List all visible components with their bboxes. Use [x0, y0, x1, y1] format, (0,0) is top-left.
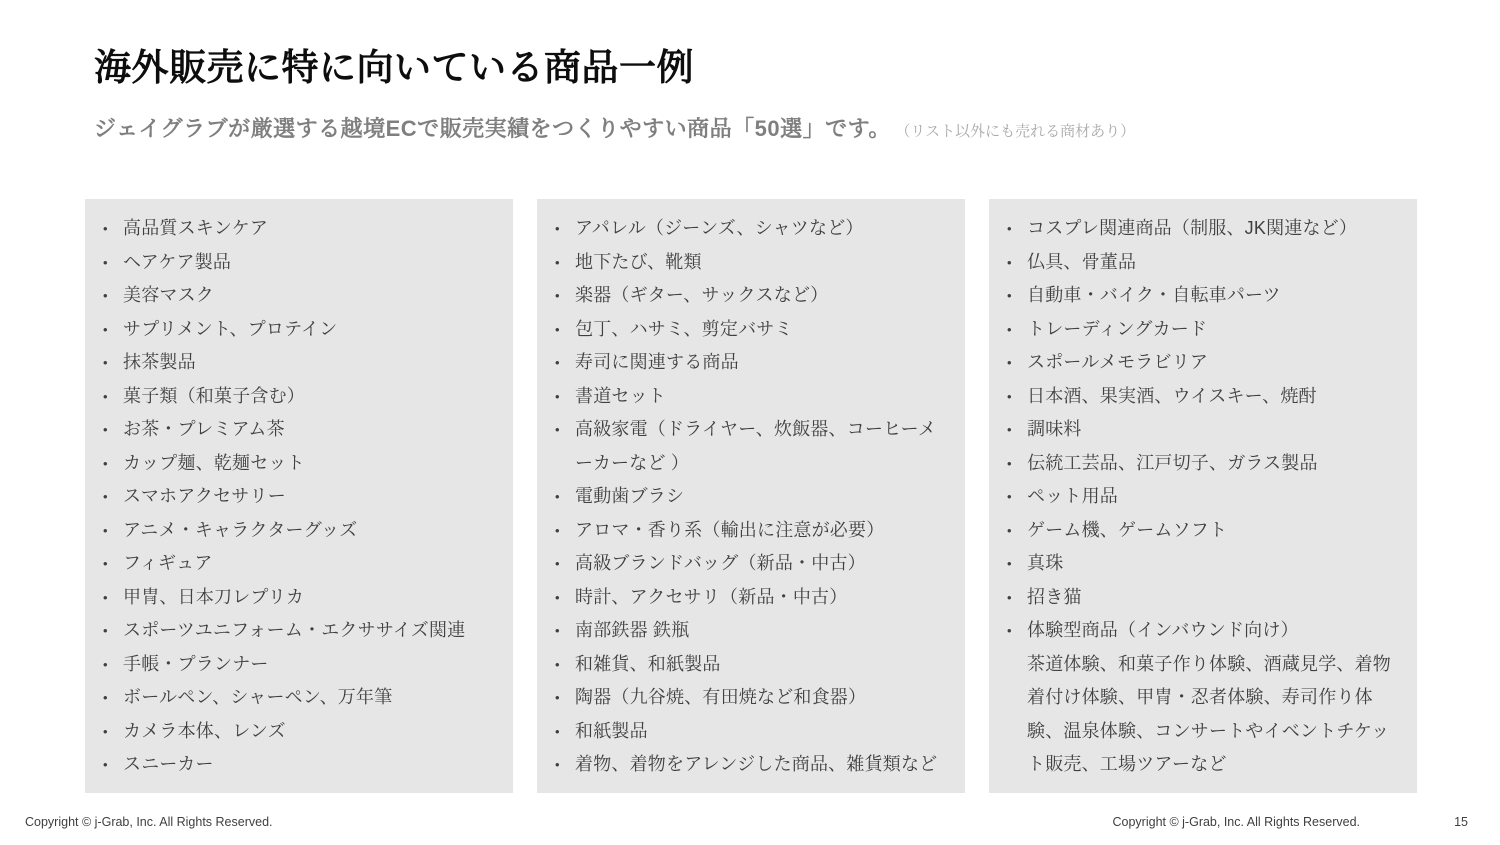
list-item	[1007, 380, 1403, 414]
list-item-text: ヘアケア製品	[123, 251, 232, 272]
bullet-icon: •	[103, 656, 108, 672]
list-item-text: 和雑貨、和紙製品	[575, 653, 721, 674]
list-item	[555, 246, 951, 280]
bullet-icon: •	[103, 455, 108, 471]
bullet-icon: •	[555, 355, 560, 370]
bullet-icon: •	[103, 355, 108, 370]
bullet-icon: •	[103, 589, 108, 605]
list-item-text: 陶器（九谷焼、有田焼など和食器）	[575, 687, 867, 707]
list-item	[1007, 346, 1403, 380]
list-item	[1007, 547, 1403, 581]
bullet-icon: •	[103, 690, 108, 705]
bullet-icon: •	[103, 757, 108, 772]
list-item-text: 着物、着物をアレンジした商品、雑貨類など	[575, 754, 938, 774]
list-item	[555, 614, 951, 648]
bullet-icon: •	[1007, 221, 1012, 236]
list-item	[1007, 212, 1403, 246]
list-item-text: サプリメント、プロテイン	[123, 318, 338, 339]
bullet-icon: •	[1007, 455, 1012, 471]
list-item	[555, 648, 951, 682]
list-item	[103, 313, 499, 347]
list-item-text: 調味料	[1027, 419, 1082, 439]
list-item-text: 電動歯ブラシ	[575, 486, 685, 506]
list-item	[555, 279, 951, 313]
bullet-icon: •	[1007, 388, 1012, 404]
list-item-text: 仏具、骨董品	[1027, 251, 1137, 272]
list-item	[103, 413, 499, 447]
bullet-icon: •	[555, 522, 560, 538]
bullet-icon: •	[103, 288, 108, 303]
list-item	[103, 346, 499, 380]
bullet-icon: •	[1007, 522, 1012, 538]
bullet-icon: •	[103, 254, 108, 270]
list-item-text: 甲冑、日本刀レプリカ	[123, 586, 305, 607]
list-item	[555, 413, 951, 480]
bullet-icon: •	[1007, 355, 1012, 370]
list-item-text: 高品質スキンケア	[123, 218, 269, 238]
list-item-text: スポールメモラビリア	[1027, 352, 1209, 372]
list-item-text: ゲーム機、ゲームソフト	[1027, 519, 1228, 540]
bullet-icon: •	[103, 388, 108, 404]
list-item	[555, 212, 951, 246]
list-item-text: カップ麺、乾麺セット	[123, 452, 305, 473]
list-item	[1007, 614, 1403, 648]
list-item-text: 地下たび、靴類	[575, 251, 702, 272]
bullet-icon: •	[555, 656, 560, 672]
bullet-icon: •	[103, 489, 108, 504]
bullet-icon: •	[103, 556, 108, 571]
bullet-icon: •	[555, 723, 560, 739]
list-item-text: アニメ・キャラクターグッズ	[123, 519, 358, 540]
list-item-text: ボールペン、シャーペン、万年筆	[123, 687, 393, 707]
subtitle-row	[94, 112, 1135, 143]
list-item-text: アロマ・香り系（輸出に注意が必要）	[575, 519, 885, 540]
bullet-icon: •	[1007, 489, 1012, 504]
bullet-icon: •	[555, 288, 560, 303]
list-item	[103, 447, 499, 481]
list-item-text: 伝統工芸品、江戸切子、ガラス製品	[1027, 452, 1318, 473]
list-item-text: 美容マスク	[123, 285, 214, 305]
list-item	[1007, 313, 1403, 347]
list-item-text: 体験型商品（インバウンド向け）	[1027, 620, 1299, 640]
list-item	[103, 514, 499, 548]
list-item-text: 書道セット	[575, 385, 666, 406]
list-item	[103, 480, 499, 514]
list-item-text: 時計、アクセサリ（新品・中古）	[575, 586, 848, 607]
list-item	[555, 547, 951, 581]
bullet-icon: •	[1007, 321, 1012, 337]
product-column-1	[85, 199, 513, 793]
list-item	[555, 715, 951, 749]
list-item	[103, 614, 499, 648]
bullet-icon: •	[555, 589, 560, 605]
list-item-text: 菓子類（和菓子含む）	[123, 385, 305, 406]
bullet-icon: •	[103, 723, 108, 739]
bullet-icon: •	[555, 690, 560, 705]
list-item-text: 抹茶製品	[123, 352, 196, 372]
list-item	[555, 313, 951, 347]
list-item	[103, 279, 499, 313]
list-item-text: スマホアクセサリー	[123, 486, 286, 506]
list-item	[1007, 480, 1403, 514]
list-item-text: フィギュア	[123, 553, 213, 573]
list-item	[103, 715, 499, 749]
list-item-text: 真珠	[1027, 553, 1064, 573]
bullet-icon: •	[555, 388, 560, 404]
bullet-icon: •	[103, 422, 108, 437]
bullet-icon: •	[555, 422, 560, 437]
list-item	[1007, 246, 1403, 280]
list-item	[555, 346, 951, 380]
bullet-icon: •	[555, 254, 560, 270]
list-item	[1007, 413, 1403, 447]
list-item	[1007, 447, 1403, 481]
slide-subtitle-note: （リスト以外にも売れる商材あり）	[902, 123, 1136, 140]
list-item	[1007, 581, 1403, 615]
list-item-text: 高級ブランドバッグ（新品・中古）	[575, 553, 866, 573]
list-item-text: 招き猫	[1027, 586, 1082, 607]
list-item-text: 楽器（ギター、サックスなど）	[575, 285, 829, 305]
bullet-icon: •	[1007, 288, 1012, 303]
bullet-icon: •	[103, 522, 108, 538]
list-item	[555, 480, 951, 514]
list-item	[1007, 514, 1403, 548]
list-item	[555, 681, 951, 715]
list-item	[103, 380, 499, 414]
bullet-icon: •	[103, 221, 108, 236]
list-item-text: アパレル（ジーンズ、シャツなど）	[575, 218, 864, 238]
list-item	[555, 380, 951, 414]
bullet-icon: •	[1007, 623, 1012, 638]
list-item-text: 手帳・プランナー	[123, 653, 269, 674]
list-item	[555, 748, 951, 782]
list-item	[555, 581, 951, 615]
list-item	[103, 547, 499, 581]
bullet-icon: •	[1007, 556, 1012, 571]
bullet-icon: •	[555, 556, 560, 571]
list-item-text: 包丁、ハサミ、剪定バサミ	[575, 318, 793, 339]
slide-subtitle: ジェイグラブが厳選する越境ECで販売実績をつくりやすい商品「50選」です。	[94, 116, 891, 141]
list-item-continuation: 茶道体験、和菓子作り体験、酒蔵見学、着物着付け体験、甲冑・忍者体験、寿司作り体験、温泉体験、コンサートやイベントチケット販売、工場ツアーなど	[1027, 653, 1391, 774]
list-item	[103, 681, 499, 715]
bullet-icon: •	[555, 489, 560, 504]
list-item-text: 和紙製品	[575, 720, 648, 741]
list-item	[555, 514, 951, 548]
list-item-text: コスプレ関連商品（制服、JK関連など）	[1027, 218, 1358, 238]
bullet-icon: •	[103, 623, 108, 638]
page-title: 海外販売に特に向いている商品一例	[94, 47, 694, 88]
list-item-text: スポーツユニフォーム・エクササイズ関連	[123, 620, 466, 640]
bullet-icon: •	[1007, 589, 1012, 605]
footer-copyright-left: Copyright © j-Grab, Inc. All Rights Reserved.	[25, 815, 273, 829]
product-column-2	[537, 199, 965, 793]
list-item	[103, 748, 499, 782]
list-item-text: 南部鉄器 鉄瓶	[575, 620, 690, 640]
list-item-text: 自動車・バイク・自転車パーツ	[1027, 285, 1281, 305]
product-column-3	[989, 199, 1417, 793]
product-columns	[85, 199, 1417, 793]
list-item	[103, 246, 499, 280]
bullet-icon: •	[555, 321, 560, 337]
bullet-icon: •	[1007, 422, 1012, 437]
list-item-text: トレーディングカード	[1027, 318, 1208, 339]
footer	[0, 815, 1500, 835]
bullet-icon: •	[555, 221, 560, 236]
list-item-text: ペット用品	[1027, 486, 1118, 506]
list-item	[103, 648, 499, 682]
bullet-icon: •	[555, 623, 560, 638]
list-item	[103, 212, 499, 246]
list-item	[1007, 279, 1403, 313]
bullet-icon: •	[555, 757, 560, 772]
page-number: 15	[1454, 815, 1468, 829]
list-item-text: 日本酒、果実酒、ウイスキー、焼酎	[1027, 385, 1317, 406]
list-item-text: お茶・プレミアム茶	[123, 419, 285, 439]
list-item	[103, 581, 499, 615]
bullet-icon: •	[1007, 254, 1012, 270]
bullet-icon: •	[103, 321, 108, 337]
list-item-text: カメラ本体、レンズ	[123, 720, 286, 741]
list-item-text: スニーカー	[123, 754, 214, 774]
list-item-text: 高級家電（ドライヤー、炊飯器、コーヒーメーカーなど ）	[575, 419, 937, 473]
list-item-text: 寿司に関連する商品	[575, 352, 739, 372]
footer-copyright-right: Copyright © j-Grab, Inc. All Rights Reserved.	[1112, 815, 1360, 829]
